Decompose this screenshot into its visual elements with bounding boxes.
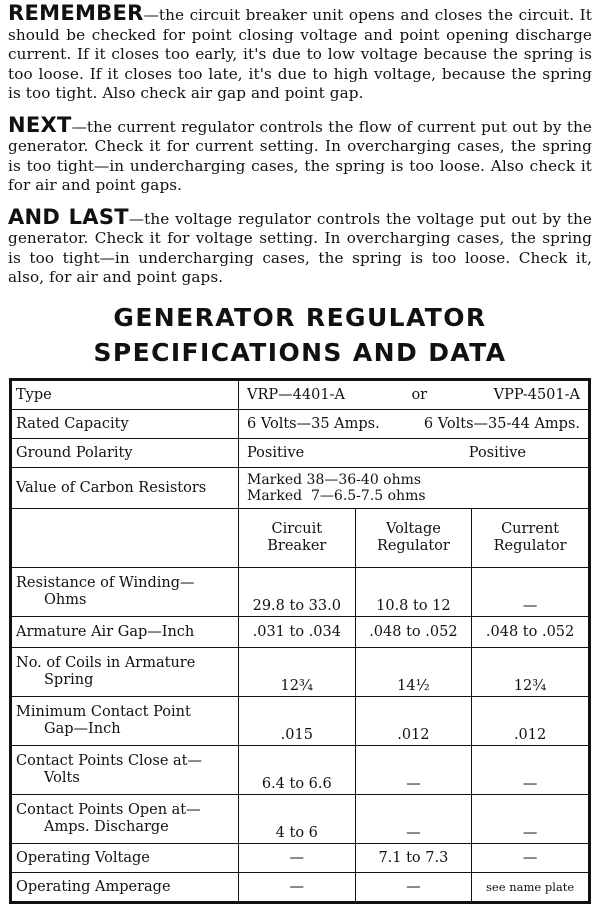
table-row: No. of Coils in Armature Spring 12¾ 14½ 12¾ <box>11 648 590 697</box>
ground-right: Positive <box>468 444 526 461</box>
lead-and-last: AND LAST <box>8 204 129 229</box>
section-heading <box>8 300 592 370</box>
lead-next: NEXT <box>8 112 72 137</box>
table-row: Resistance of Winding— Ohms 29.8 to 33.0 10.8 to 12 — <box>11 568 590 617</box>
paragraph-next <box>8 112 592 196</box>
row-label: Operating Voltage <box>11 844 239 873</box>
paragraph-and-last <box>8 204 592 288</box>
column-header-voltage-regulator: Voltage Regulator <box>355 509 472 568</box>
table-row-type <box>11 380 590 410</box>
row-label: Operating Amperage <box>11 873 239 903</box>
rated-left: 6 Volts—35 Amps. <box>247 415 380 432</box>
text-and-last: —the voltage regulator controls the voltage put out by the generator. Check it for voltage setting. In overcharging cases, the spring is too tight—in undercharging cases, the spring is too loose. Check it, also, for air and point gaps. <box>8 209 592 286</box>
table-row: Armature Air Gap—Inch .031 to .034 .048 to .052 .048 to .052 <box>11 617 590 648</box>
column-header-circuit-breaker: Circuit Breaker <box>239 509 356 568</box>
table-row-carbon-resistors <box>11 468 590 509</box>
paragraph-remember <box>8 1 592 104</box>
row-label: Resistance of Winding— Ohms <box>11 568 239 617</box>
table-row: Contact Points Open at— Amps. Discharge 4 to 6 — — <box>11 795 590 844</box>
specifications-table <box>9 378 591 904</box>
lead-remember: REMEMBER <box>8 1 144 25</box>
text-next: —the current regulator controls the flow of current put out by the generator. Check it for current setting. In overcharging cases, the spring is too tight—in undercharging cases, the spring is too loose. Also check it for air and point gaps. <box>8 117 592 194</box>
ground-label: Ground Polarity <box>11 439 239 468</box>
carbon-line-2: Marked 7—6.5-7.5 ohms <box>247 488 426 504</box>
heading-line-1: GENERATOR REGULATOR <box>113 302 487 332</box>
type-values <box>239 380 590 410</box>
type-label: Type <box>11 380 239 410</box>
row-label: Minimum Contact Point Gap—Inch <box>11 697 239 746</box>
table-row: Contact Points Close at— Volts 6.4 to 6.6 — — <box>11 746 590 795</box>
type-right: VPP-4501-A <box>493 386 580 403</box>
ground-left: Positive <box>247 444 305 461</box>
table-row: Operating Voltage — 7.1 to 7.3 — <box>11 844 590 873</box>
carbon-line-1: Marked 38—36-40 ohms <box>247 472 422 488</box>
column-header-current-regulator: Current Regulator <box>472 509 590 568</box>
table-column-headers <box>11 509 590 568</box>
type-left: VRP—4401-A <box>247 386 345 403</box>
table-row-rated-capacity <box>11 410 590 439</box>
document-page <box>8 1 592 378</box>
carbon-label: Value of Carbon Resistors <box>11 468 239 509</box>
row-label: No. of Coils in Armature Spring <box>11 648 239 697</box>
rated-right: 6 Volts—35-44 Amps. <box>423 415 580 432</box>
table-row-ground-polarity <box>11 439 590 468</box>
heading-line-2: SPECIFICATIONS AND DATA <box>93 337 507 367</box>
row-label: Armature Air Gap—Inch <box>11 617 239 648</box>
table-row: Minimum Contact Point Gap—Inch .015 .012 .012 <box>11 697 590 746</box>
rated-label: Rated Capacity <box>11 410 239 439</box>
type-or: or <box>411 386 428 403</box>
row-label: Contact Points Open at— Amps. Discharge <box>11 795 239 844</box>
table-row: Operating Amperage — — see name plate <box>11 873 590 903</box>
row-label: Contact Points Close at— Volts <box>11 746 239 795</box>
text-remember: —the circuit breaker unit opens and closes the circuit. It should be checked for point closing voltage and point opening discharge current. If it closes too early, it's due to low voltage because the spring is too loose. If it closes too late, it's due to high voltage, because the spring is too tight. Also check air gap and point gap. <box>8 6 592 102</box>
